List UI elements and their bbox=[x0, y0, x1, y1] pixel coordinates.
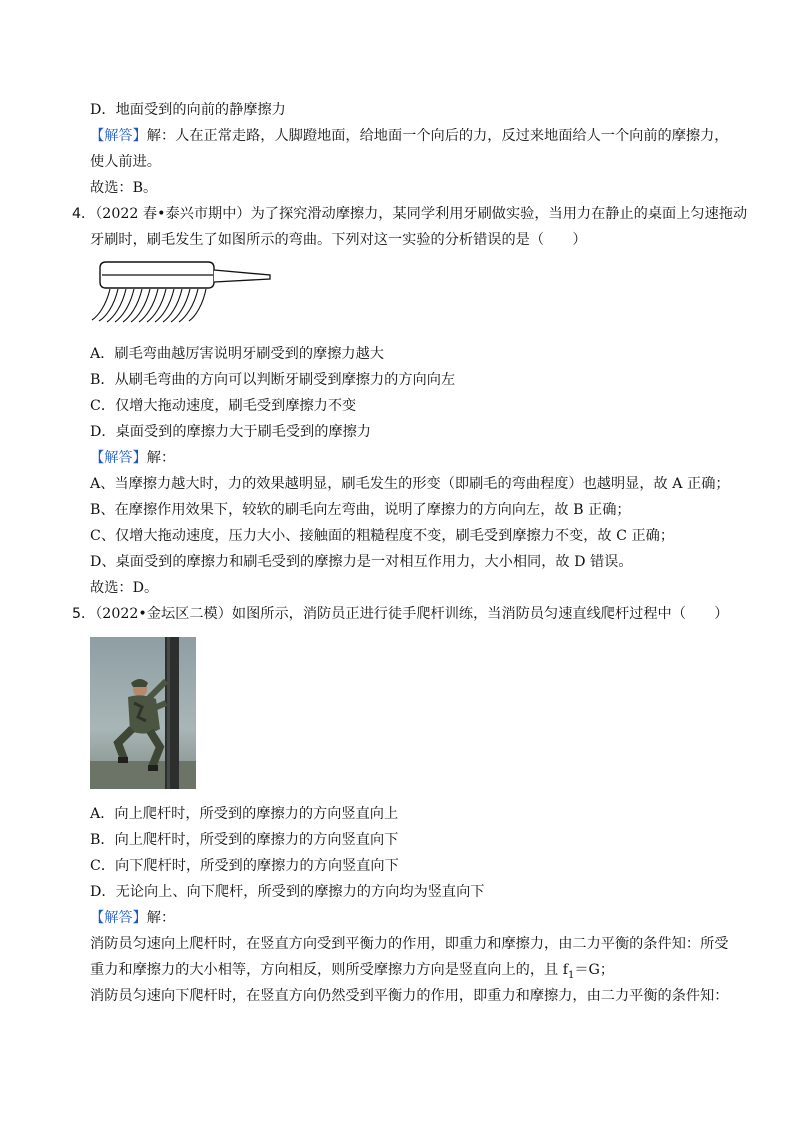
question-5-answer-header bbox=[90, 908, 175, 928]
question-5-stem bbox=[72, 604, 728, 624]
explain-2-subscript: 1 bbox=[567, 969, 575, 981]
question-4-choice: 故选：D。 bbox=[90, 580, 159, 596]
question-5-explain-3: 消防员匀速向下爬杆时，在竖直方向仍然受到平衡力的作用，即重力和摩擦力，由二力平衡的条件知： bbox=[90, 988, 729, 1004]
toothbrush-figure bbox=[90, 258, 272, 328]
question-4-answer-header bbox=[90, 448, 175, 468]
answer-lead: 解： bbox=[146, 450, 176, 466]
answer-lead: 解： bbox=[146, 910, 176, 926]
explain-2-tail: ＝G； bbox=[574, 962, 615, 978]
answer-tag: 【解答】 bbox=[90, 910, 147, 926]
answer-block-prev bbox=[90, 126, 728, 146]
question-4-stem-line2: 牙刷时，刷毛发生了如图所示的弯曲。下列对这一实验的分析错误的是（ ） bbox=[90, 232, 587, 248]
question-4-option-b: B．从刷毛弯曲的方向可以判断牙刷受到摩擦力的方向向左 bbox=[90, 372, 456, 388]
question-4-explain-a: A、当摩擦力越大时，力的效果越明显，刷毛发生的形变（即刷毛的弯曲程度）也越明显，故 A 正确； bbox=[90, 476, 730, 492]
question-5-option-d: D．无论向上、向下爬杆，所受到的摩擦力的方向均为竖直向下 bbox=[90, 884, 485, 900]
answer-tag: 【解答】 bbox=[90, 128, 147, 144]
question-5-option-c: C．向下爬杆时，所受到的摩擦力的方向竖直向下 bbox=[90, 858, 399, 874]
question-4-number: 4． bbox=[72, 206, 96, 222]
question-4-explain-d: D、桌面受到的摩擦力和刷毛受到的摩擦力是一对相互作用力，大小相同，故 D 错误。 bbox=[90, 554, 633, 570]
question-4-option-d: D．桌面受到的摩擦力大于刷毛受到的摩擦力 bbox=[90, 424, 371, 440]
option-d-prev: D．地面受到的向前的静摩擦力 bbox=[90, 102, 286, 118]
answer-continuation: 使人前进。 bbox=[90, 154, 161, 170]
question-4-stem-line1 bbox=[72, 204, 747, 224]
question-4-explain-b: B、在摩擦作用效果下，较软的刷毛向左弯曲，说明了摩擦力的方向向左，故 B 正确； bbox=[90, 502, 631, 518]
question-5-stem-text: （2022•金坛区二模）如图所示，消防员正进行徒手爬杆训练，当消防员匀速直线爬杆过程中（ ） bbox=[95, 606, 729, 622]
firefighter-photo bbox=[90, 637, 196, 789]
answer-tag: 【解答】 bbox=[90, 450, 147, 466]
question-5-option-a: A．向上爬杆时，所受到的摩擦力的方向竖直向上 bbox=[90, 806, 399, 822]
question-5-number: 5． bbox=[72, 606, 96, 622]
question-5-explain-2 bbox=[90, 960, 614, 986]
question-4-explain-c: C、仅增大拖动速度，压力大小、接触面的粗糙程度不变，刷毛受到摩擦力不变，故 C 正确； bbox=[90, 528, 675, 544]
question-4-option-c: C．仅增大拖动速度，刷毛受到摩擦力不变 bbox=[90, 398, 357, 414]
explain-2-text: 重力和摩擦力的大小相等，方向相反，则所受摩擦力方向是竖直向上的，且 f bbox=[90, 962, 568, 978]
question-4-option-a: A．刷毛弯曲越厉害说明牙刷受到的摩擦力越大 bbox=[90, 346, 384, 362]
question-5-option-b: B．向上爬杆时，所受到的摩擦力的方向竖直向下 bbox=[90, 832, 399, 848]
answer-choice-prev: 故选：B。 bbox=[90, 180, 158, 196]
question-4-stem-text: （2022 春•泰兴市期中）为了探究滑动摩擦力，某同学利用牙刷做实验，当用力在静止的桌面上匀速拖动 bbox=[95, 206, 748, 222]
answer-text: 解：人在正常走路，人脚蹬地面，给地面一个向后的力，反过来地面给人一个向前的摩擦力， bbox=[146, 128, 729, 144]
question-5-explain-1: 消防员匀速向上爬杆时，在竖直方向受到平衡力的作用，即重力和摩擦力，由二力平衡的条件知：所受 bbox=[90, 936, 729, 952]
